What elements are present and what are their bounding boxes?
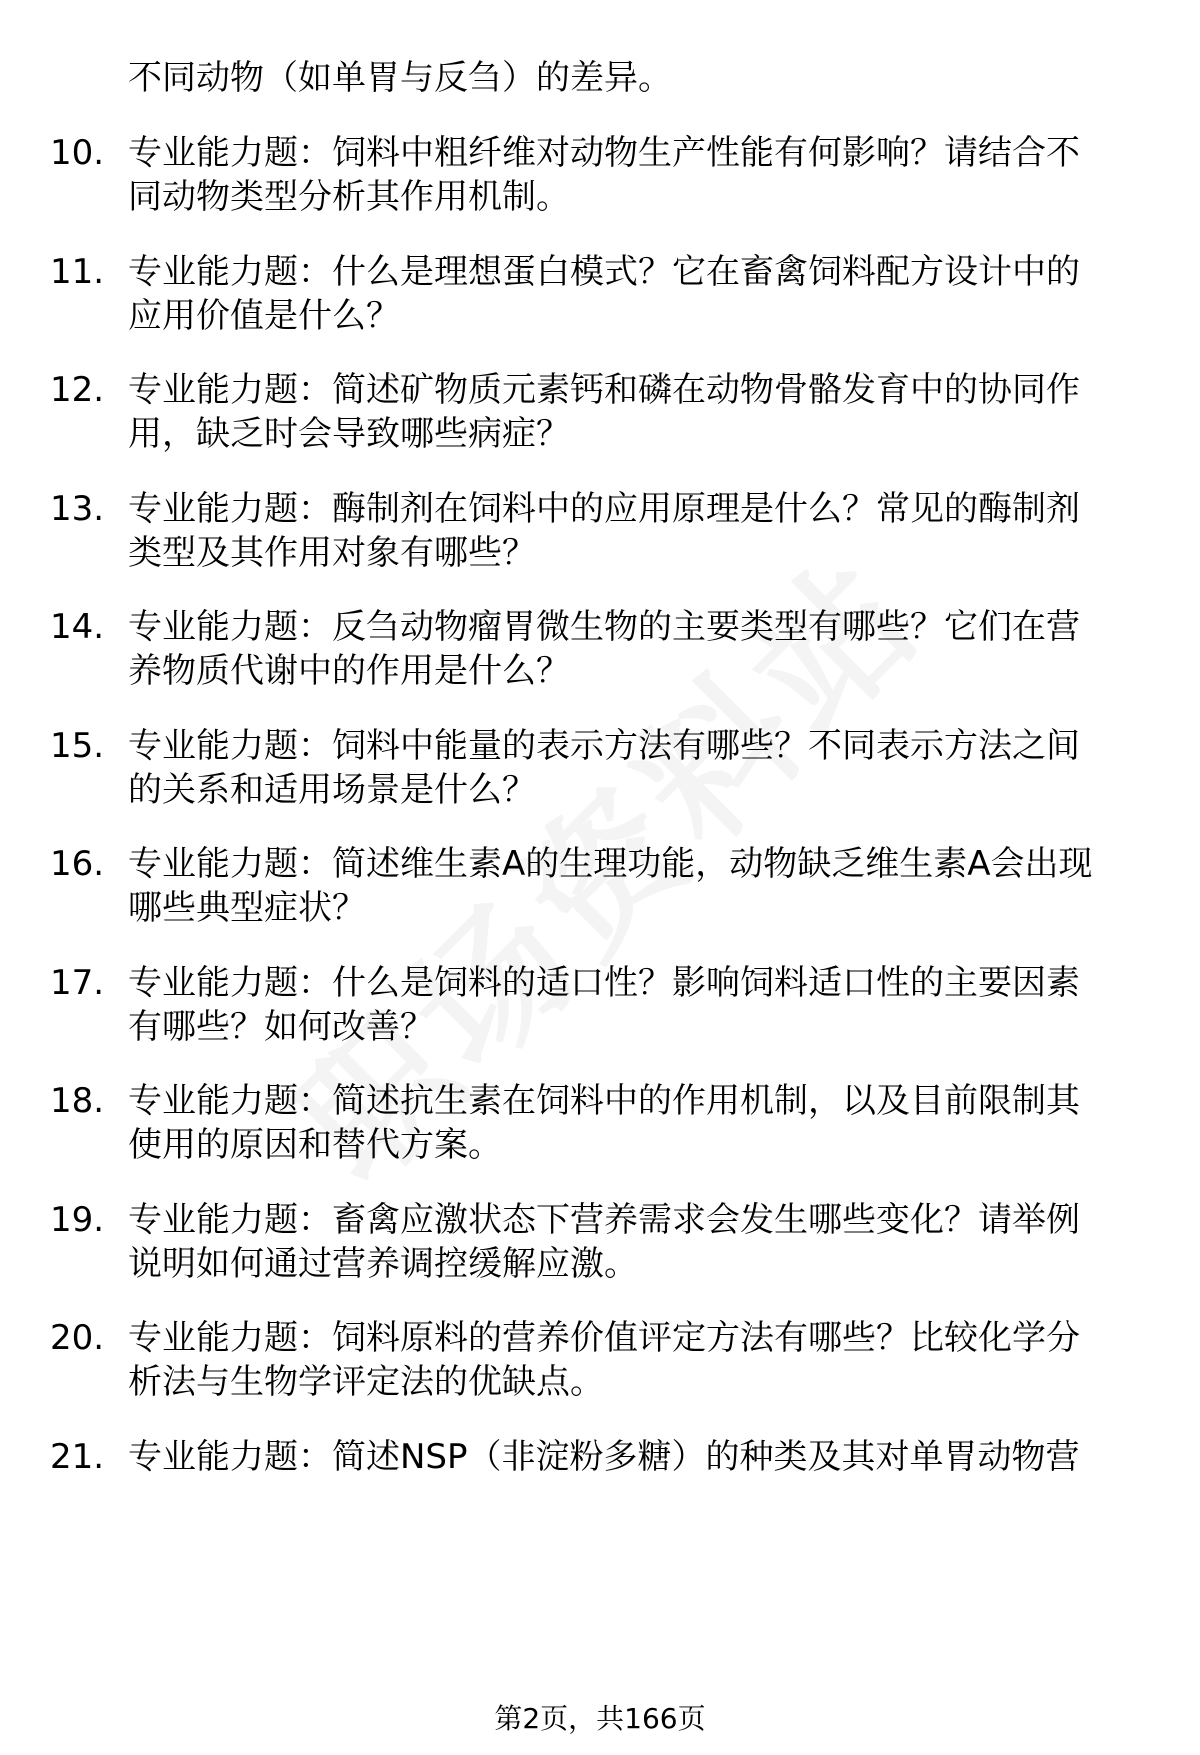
question-number: 20. <box>50 1318 105 1358</box>
question-text-line: 专业能力题：饲料中能量的表示方法有哪些？不同表示方法之间 <box>128 726 1080 766</box>
question-text-line: 有哪些？如何改善？ <box>128 1007 434 1047</box>
question-text-line: 专业能力题：简述NSP（非淀粉多糖）的种类及其对单胃动物营 <box>128 1437 1080 1477</box>
question-text-line: 专业能力题：什么是理想蛋白模式？它在畜禽饲料配方设计中的 <box>128 252 1080 292</box>
question-number: 13. <box>50 489 105 529</box>
question-text-line: 类型及其作用对象有哪些？ <box>128 533 536 573</box>
question-text-line: 使用的原因和替代方案。 <box>128 1125 502 1165</box>
question-number: 14. <box>50 607 105 647</box>
question-text-line: 专业能力题：简述抗生素在饲料中的作用机制，以及目前限制其 <box>128 1081 1080 1121</box>
page-footer: 第2页，共166页 <box>494 1702 706 1735</box>
question-text-line: 用，缺乏时会导致哪些病症？ <box>128 414 570 454</box>
question-text-line: 哪些典型症状？ <box>128 888 366 928</box>
question-number: 12. <box>50 370 105 410</box>
question-text-line: 专业能力题：简述维生素A的生理功能，动物缺乏维生素A会出现 <box>128 844 1093 884</box>
question-number: 18. <box>50 1081 105 1121</box>
question-number: 21. <box>50 1437 105 1477</box>
question-number: 10. <box>50 133 105 173</box>
question-text-line: 专业能力题：反刍动物瘤胃微生物的主要类型有哪些？它们在营 <box>128 607 1080 647</box>
question-text-line: 专业能力题：什么是饲料的适口性？影响饲料适口性的主要因素 <box>128 963 1080 1003</box>
question-number: 15. <box>50 726 105 766</box>
question-text-line: 养物质代谢中的作用是什么？ <box>128 651 570 691</box>
question-text-line: 应用价值是什么？ <box>128 296 400 336</box>
question-text-line: 专业能力题：饲料中粗纤维对动物生产性能有何影响？请结合不 <box>128 133 1080 173</box>
continuation-text: 不同动物（如单胃与反刍）的差异。 <box>128 58 672 98</box>
question-text-line: 的关系和适用场景是什么？ <box>128 770 536 810</box>
question-text-line: 析法与生物学评定法的优缺点。 <box>128 1362 604 1402</box>
question-text-line: 专业能力题：饲料原料的营养价值评定方法有哪些？比较化学分 <box>128 1318 1080 1358</box>
question-text-line: 专业能力题：简述矿物质元素钙和磷在动物骨骼发育中的协同作 <box>128 370 1080 410</box>
question-number: 16. <box>50 844 105 884</box>
question-number: 11. <box>50 252 105 292</box>
question-number: 19. <box>50 1200 105 1240</box>
question-text-line: 同动物类型分析其作用机制。 <box>128 177 570 217</box>
question-number: 17. <box>50 963 105 1003</box>
question-text-line: 专业能力题：酶制剂在饲料中的应用原理是什么？常见的酶制剂 <box>128 489 1080 529</box>
question-text-line: 说明如何通过营养调控缓解应激。 <box>128 1244 638 1284</box>
question-text-line: 专业能力题：畜禽应激状态下营养需求会发生哪些变化？请举例 <box>128 1200 1080 1240</box>
